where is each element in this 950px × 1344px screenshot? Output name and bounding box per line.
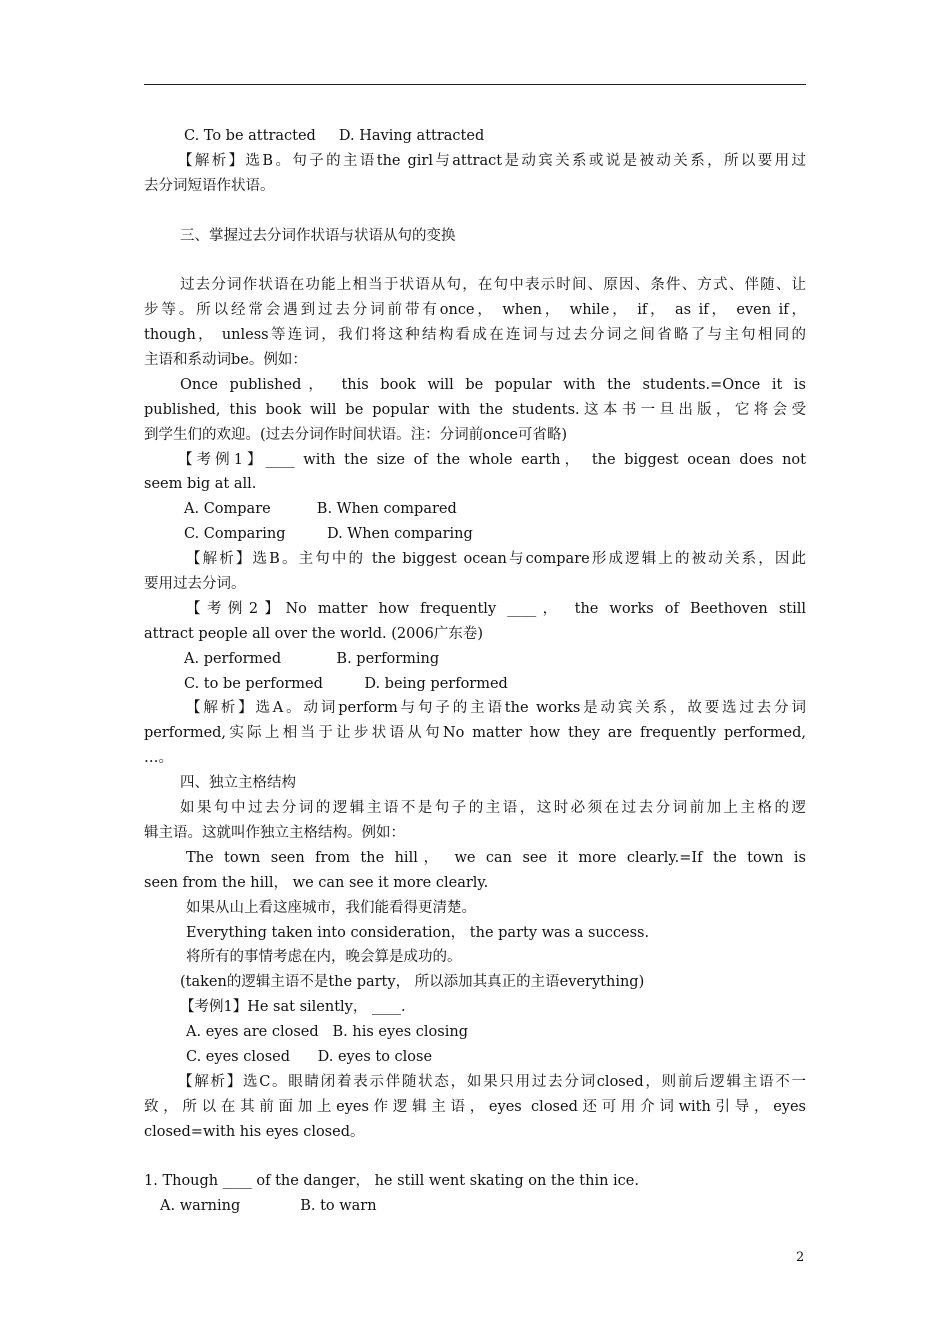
text-line: (taken的逻辑主语不是the party， 所以添加其真正的主语everything): [180, 974, 645, 991]
text-line: 去分词短语作状语。: [144, 177, 275, 194]
text-line: 如果句中过去分词的逻辑主语不是句子的主语，这时必须在过去分词前加上主格的逻: [180, 800, 806, 817]
text-line: 【解析】选B。句子的主语the girl与attract是动宾关系或说是被动关系，所以要用过: [178, 152, 806, 169]
analysis-line: 【解析】选B。主句中的 the biggest ocean与compare形成逻辑上的被动关系，因此: [186, 551, 806, 568]
header-rule: [144, 84, 806, 85]
section-heading: 三、掌握过去分词作状语与状语从句的变换: [180, 227, 456, 244]
text-line: [144, 248, 806, 273]
text-line: 致，所以在其前面加上eyes作逻辑主语，eyes closed还可用介词with引导，eyes: [144, 1098, 806, 1115]
example-question: 【考例1】____ with the size of the whole earth， the biggest ocean does not: [178, 451, 806, 468]
text-line: attract people all over the world. (2006广东卷): [144, 625, 483, 642]
answer-options: C. to be performed D. being performed: [184, 675, 508, 692]
analysis-line: 【解析】选C。眼睛闭着表示伴随状态，如果只用过去分词closed，则前后逻辑主语不一: [178, 1073, 806, 1090]
text-line: closed=with his eyes closed。: [144, 1123, 365, 1140]
text-line: published, this book will be popular with the students.这本书一旦出版，它将会受: [144, 401, 806, 418]
text-line: [144, 1145, 806, 1170]
text-line: Once published， this book will be popular with the students.=Once it is: [180, 376, 806, 393]
text-line: 辑主语。这就叫作独立主格结构。例如：: [144, 824, 405, 841]
text-line: Everything taken into consideration， the party was a success.: [186, 924, 650, 941]
text-line: [144, 199, 806, 224]
text-line: 步等。所以经常会遇到过去分词前带有once， when， while， if， as if， even if，: [144, 302, 806, 319]
answer-options: A. performed B. performing: [184, 650, 440, 667]
text-line: performed,实际上相当于让步状语从句No matter how they are frequently performed,: [144, 725, 806, 742]
answer-options: A. warning B. to warn: [160, 1198, 377, 1215]
answer-options: A. eyes are closed B. his eyes closing: [186, 1024, 468, 1041]
text-line: seem big at all.: [144, 476, 257, 493]
text-line: 将所有的事情考虑在内，晚会算是成功的。: [186, 949, 462, 966]
text-line: 要用过去分词。: [144, 576, 246, 593]
section-heading: 四、独立主格结构: [180, 775, 296, 792]
answer-options: C. Comparing D. When comparing: [184, 526, 473, 543]
page-number: 2: [796, 1250, 805, 1265]
answer-options: C. eyes closed D. eyes to close: [186, 1048, 433, 1065]
exercise-question: 1. Though ____ of the danger， he still went skating on the thin ice.: [144, 1173, 639, 1190]
example-question: 【考例1】He sat silently， ____.: [180, 999, 406, 1016]
text-line: though， unless等连词，我们将这种结构看成在连词与过去分词之间省略了与主句相同的: [144, 327, 806, 344]
example-question: 【考例2】No matter how frequently ____， the works of Beethoven still: [186, 600, 806, 617]
text-line: C. To be attracted D. Having attracted: [184, 128, 485, 144]
text-line: 如果从山上看这座城市，我们能看得更清楚。: [186, 899, 476, 916]
text-line: 主语和系动词be。例如：: [144, 352, 307, 369]
text-line: 到学生们的欢迎。(过去分词作时间状语。注：分词前once可省略): [144, 426, 568, 443]
analysis-line: 【解析】选A。动词perform与句子的主语the works是动宾关系，故要选过去分词: [186, 700, 806, 717]
text-line: 过去分词作状语在功能上相当于状语从句，在句中表示时间、原因、条件、方式、伴随、让: [180, 277, 806, 294]
text-line: …。: [144, 750, 173, 767]
text-line: seen from the hill， we can see it more clearly.: [144, 874, 489, 891]
text-line: The town seen from the hill， we can see it more clearly.=If the town is: [186, 849, 806, 866]
document-body: [144, 124, 806, 1219]
answer-options: A. Compare B. When compared: [184, 501, 457, 518]
